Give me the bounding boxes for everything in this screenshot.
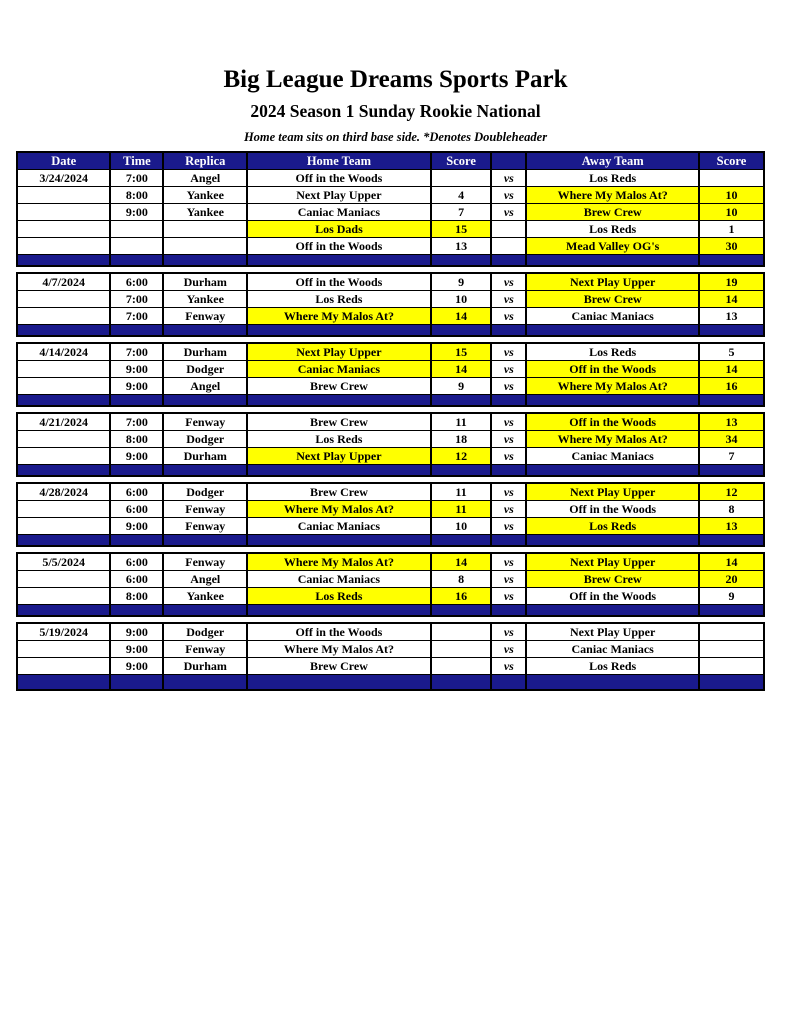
away-team-cell: Los Reds [526,518,699,535]
home-team-cell: Caniac Maniacs [247,518,431,535]
replica-cell: Dodger [163,361,247,378]
replica-cell: Yankee [163,187,247,204]
home-score-cell [431,170,492,187]
away-team-cell: Brew Crew [526,571,699,588]
date-cell: 3/24/2024 [17,170,110,187]
separator-row [17,535,764,547]
away-score-cell: 9 [699,588,764,605]
replica-cell: Fenway [163,308,247,325]
date-cell [17,361,110,378]
replica-cell: Yankee [163,588,247,605]
date-cell [17,204,110,221]
schedule-block-4-7-2024 [16,272,765,337]
home-score-cell: 13 [431,238,492,255]
vs-cell: vs [491,448,526,465]
column-header-home-score: Score [431,152,492,170]
time-cell: 6:00 [110,501,163,518]
separator-cell [110,395,163,407]
game-row [17,658,764,675]
date-cell [17,501,110,518]
separator-cell [110,605,163,617]
away-team-cell: Next Play Upper [526,483,699,501]
date-cell [17,238,110,255]
away-score-cell: 14 [699,361,764,378]
separator-cell [17,535,110,547]
home-score-cell: 14 [431,553,492,571]
game-row [17,170,764,187]
separator-cell [163,535,247,547]
home-score-cell: 12 [431,448,492,465]
home-team-cell: Off in the Woods [247,623,431,641]
away-team-cell: Off in the Woods [526,361,699,378]
date-cell [17,378,110,395]
game-row [17,343,764,361]
replica-cell [163,238,247,255]
column-header-away-team: Away Team [526,152,699,170]
home-team-cell: Caniac Maniacs [247,361,431,378]
separator-row [17,675,764,691]
away-team-cell: Next Play Upper [526,273,699,291]
away-score-cell: 13 [699,413,764,431]
separator-cell [110,255,163,267]
date-cell [17,588,110,605]
separator-cell [163,395,247,407]
separator-cell [431,535,492,547]
date-cell: 5/5/2024 [17,553,110,571]
home-team-cell: Off in the Woods [247,273,431,291]
home-score-cell [431,641,492,658]
vs-cell: vs [491,308,526,325]
separator-cell [163,675,247,691]
home-score-cell: 4 [431,187,492,204]
date-cell: 4/21/2024 [17,413,110,431]
date-cell [17,518,110,535]
game-row [17,641,764,658]
game-row [17,361,764,378]
vs-cell: vs [491,658,526,675]
game-row [17,431,764,448]
game-row [17,553,764,571]
replica-cell: Yankee [163,204,247,221]
home-score-cell: 9 [431,378,492,395]
home-score-cell [431,623,492,641]
separator-cell [491,535,526,547]
page-title: Big League Dreams Sports Park [223,66,568,93]
separator-cell [247,465,431,477]
separator-cell [431,465,492,477]
game-row [17,238,764,255]
home-score-cell: 16 [431,588,492,605]
time-cell: 9:00 [110,518,163,535]
vs-cell: vs [491,431,526,448]
time-cell: 7:00 [110,343,163,361]
game-row [17,221,764,238]
home-team-cell: Next Play Upper [247,187,431,204]
time-cell: 9:00 [110,658,163,675]
home-team-cell: Los Reds [247,588,431,605]
away-score-cell [699,170,764,187]
separator-cell [699,605,764,617]
vs-cell: vs [491,187,526,204]
home-team-cell: Los Reds [247,431,431,448]
separator-cell [17,675,110,691]
replica-cell: Durham [163,343,247,361]
time-cell: 8:00 [110,588,163,605]
away-team-cell: Off in the Woods [526,588,699,605]
away-score-cell: 20 [699,571,764,588]
away-score-cell: 30 [699,238,764,255]
home-team-cell: Brew Crew [247,658,431,675]
home-score-cell: 10 [431,518,492,535]
time-cell: 9:00 [110,378,163,395]
home-team-cell: Off in the Woods [247,238,431,255]
away-team-cell: Off in the Woods [526,413,699,431]
separator-cell [17,465,110,477]
date-cell: 5/19/2024 [17,623,110,641]
separator-cell [699,675,764,691]
time-cell [110,221,163,238]
date-cell [17,221,110,238]
home-score-cell: 11 [431,413,492,431]
replica-cell: Fenway [163,553,247,571]
replica-cell: Dodger [163,483,247,501]
date-cell [17,308,110,325]
home-score-cell [431,658,492,675]
date-cell [17,187,110,204]
time-cell: 6:00 [110,571,163,588]
away-score-cell: 7 [699,448,764,465]
separator-cell [110,535,163,547]
time-cell: 6:00 [110,553,163,571]
separator-cell [431,325,492,337]
vs-cell: vs [491,623,526,641]
replica-cell: Dodger [163,431,247,448]
separator-cell [247,255,431,267]
away-score-cell [699,623,764,641]
date-cell [17,448,110,465]
separator-cell [110,675,163,691]
home-score-cell: 18 [431,431,492,448]
away-team-cell: Brew Crew [526,204,699,221]
time-cell: 9:00 [110,641,163,658]
separator-cell [247,395,431,407]
separator-cell [699,255,764,267]
vs-cell: vs [491,553,526,571]
separator-cell [491,325,526,337]
away-team-cell: Next Play Upper [526,623,699,641]
away-score-cell: 19 [699,273,764,291]
separator-cell [491,675,526,691]
replica-cell: Fenway [163,518,247,535]
home-team-cell: Where My Malos At? [247,308,431,325]
schedule-block-5-19-2024 [16,622,765,691]
vs-cell: vs [491,170,526,187]
away-score-cell: 14 [699,291,764,308]
date-cell [17,571,110,588]
game-row [17,483,764,501]
vs-cell: vs [491,378,526,395]
game-row [17,308,764,325]
separator-cell [431,255,492,267]
separator-cell [247,675,431,691]
column-header-date: Date [17,152,110,170]
away-team-cell: Caniac Maniacs [526,448,699,465]
schedule-block-3-24-2024 [16,151,765,267]
home-team-cell: Brew Crew [247,378,431,395]
home-score-cell: 14 [431,361,492,378]
home-team-cell: Next Play Upper [247,343,431,361]
time-cell: 6:00 [110,483,163,501]
separator-cell [431,605,492,617]
home-team-cell: Los Dads [247,221,431,238]
home-team-cell: Next Play Upper [247,448,431,465]
home-score-cell: 11 [431,483,492,501]
separator-cell [17,325,110,337]
home-score-cell: 15 [431,221,492,238]
column-header-time: Time [110,152,163,170]
home-team-cell: Caniac Maniacs [247,204,431,221]
away-score-cell: 8 [699,501,764,518]
separator-cell [163,255,247,267]
away-score-cell: 5 [699,343,764,361]
time-cell [110,238,163,255]
home-team-note: Home team sits on third base side. *Denotes Doubleheader [243,130,548,144]
vs-cell: vs [491,204,526,221]
separator-cell [163,605,247,617]
away-team-cell: Off in the Woods [526,501,699,518]
home-team-cell: Off in the Woods [247,170,431,187]
time-cell: 7:00 [110,413,163,431]
time-cell: 7:00 [110,308,163,325]
home-team-cell: Where My Malos At? [247,641,431,658]
separator-cell [247,535,431,547]
away-team-cell: Caniac Maniacs [526,308,699,325]
separator-cell [247,325,431,337]
away-team-cell: Los Reds [526,343,699,361]
separator-cell [526,535,699,547]
separator-row [17,395,764,407]
home-score-cell: 10 [431,291,492,308]
column-header-replica: Replica [163,152,247,170]
separator-cell [526,675,699,691]
time-cell: 9:00 [110,361,163,378]
replica-cell [163,221,247,238]
game-row [17,623,764,641]
game-row [17,204,764,221]
vs-cell: vs [491,273,526,291]
home-score-cell: 15 [431,343,492,361]
home-score-cell: 11 [431,501,492,518]
away-score-cell: 10 [699,187,764,204]
game-row [17,571,764,588]
away-score-cell: 16 [699,378,764,395]
time-cell: 9:00 [110,204,163,221]
schedule-container [16,151,765,691]
vs-cell: vs [491,483,526,501]
time-cell: 8:00 [110,187,163,204]
column-header-row [17,152,764,170]
away-score-cell: 13 [699,308,764,325]
separator-cell [699,325,764,337]
separator-cell [526,465,699,477]
time-cell: 9:00 [110,623,163,641]
separator-cell [17,605,110,617]
home-score-cell: 9 [431,273,492,291]
away-score-cell: 14 [699,553,764,571]
away-score-cell: 12 [699,483,764,501]
schedule-block-4-21-2024 [16,412,765,477]
separator-cell [699,395,764,407]
vs-cell: vs [491,361,526,378]
replica-cell: Durham [163,658,247,675]
separator-cell [526,255,699,267]
separator-row [17,605,764,617]
column-header-home-team: Home Team [247,152,431,170]
separator-cell [491,465,526,477]
replica-cell: Durham [163,448,247,465]
date-cell [17,431,110,448]
date-cell: 4/14/2024 [17,343,110,361]
vs-cell [491,238,526,255]
vs-cell [491,221,526,238]
separator-row [17,465,764,477]
vs-cell: vs [491,343,526,361]
away-team-cell: Mead Valley OG's [526,238,699,255]
separator-cell [110,325,163,337]
away-team-cell: Los Reds [526,658,699,675]
separator-cell [491,605,526,617]
separator-cell [526,605,699,617]
away-score-cell [699,641,764,658]
replica-cell: Dodger [163,623,247,641]
date-cell [17,291,110,308]
time-cell: 7:00 [110,291,163,308]
away-team-cell: Los Reds [526,221,699,238]
away-score-cell: 34 [699,431,764,448]
replica-cell: Yankee [163,291,247,308]
separator-cell [110,465,163,477]
home-score-cell: 14 [431,308,492,325]
date-cell [17,658,110,675]
away-score-cell: 10 [699,204,764,221]
home-team-cell: Where My Malos At? [247,553,431,571]
home-team-cell: Where My Malos At? [247,501,431,518]
home-score-cell: 8 [431,571,492,588]
separator-row [17,255,764,267]
game-row [17,448,764,465]
game-row [17,273,764,291]
separator-cell [526,325,699,337]
away-team-cell: Next Play Upper [526,553,699,571]
schedule-block-5-5-2024 [16,552,765,617]
separator-cell [491,395,526,407]
separator-cell [17,255,110,267]
game-row [17,291,764,308]
separator-cell [491,255,526,267]
replica-cell: Fenway [163,413,247,431]
time-cell: 6:00 [110,273,163,291]
vs-cell: vs [491,641,526,658]
home-score-cell: 7 [431,204,492,221]
away-team-cell: Where My Malos At? [526,378,699,395]
separator-cell [431,675,492,691]
away-team-cell: Caniac Maniacs [526,641,699,658]
vs-cell: vs [491,588,526,605]
date-cell [17,641,110,658]
date-cell: 4/7/2024 [17,273,110,291]
replica-cell: Fenway [163,501,247,518]
vs-cell: vs [491,291,526,308]
home-team-cell: Los Reds [247,291,431,308]
home-team-cell: Brew Crew [247,483,431,501]
away-score-cell: 13 [699,518,764,535]
game-row [17,187,764,204]
game-row [17,413,764,431]
game-row [17,518,764,535]
replica-cell: Angel [163,571,247,588]
replica-cell: Angel [163,170,247,187]
vs-cell: vs [491,571,526,588]
vs-cell: vs [491,413,526,431]
separator-cell [163,465,247,477]
separator-cell [247,605,431,617]
replica-cell: Durham [163,273,247,291]
date-cell: 4/28/2024 [17,483,110,501]
away-score-cell: 1 [699,221,764,238]
separator-cell [163,325,247,337]
away-team-cell: Brew Crew [526,291,699,308]
time-cell: 7:00 [110,170,163,187]
schedule-block-4-28-2024 [16,482,765,547]
vs-cell: vs [491,518,526,535]
separator-row [17,325,764,337]
away-team-cell: Los Reds [526,170,699,187]
page-header [0,0,791,144]
separator-cell [17,395,110,407]
separator-cell [431,395,492,407]
schedule-block-4-14-2024 [16,342,765,407]
game-row [17,588,764,605]
away-team-cell: Where My Malos At? [526,431,699,448]
home-team-cell: Brew Crew [247,413,431,431]
game-row [17,378,764,395]
column-header-vs [491,152,526,170]
vs-cell: vs [491,501,526,518]
time-cell: 9:00 [110,448,163,465]
column-header-away-score: Score [699,152,764,170]
replica-cell: Angel [163,378,247,395]
season-subtitle: 2024 Season 1 Sunday Rookie National [250,101,541,121]
away-team-cell: Where My Malos At? [526,187,699,204]
away-score-cell [699,658,764,675]
game-row [17,501,764,518]
separator-cell [699,465,764,477]
home-team-cell: Caniac Maniacs [247,571,431,588]
separator-cell [526,395,699,407]
replica-cell: Fenway [163,641,247,658]
time-cell: 8:00 [110,431,163,448]
separator-cell [699,535,764,547]
